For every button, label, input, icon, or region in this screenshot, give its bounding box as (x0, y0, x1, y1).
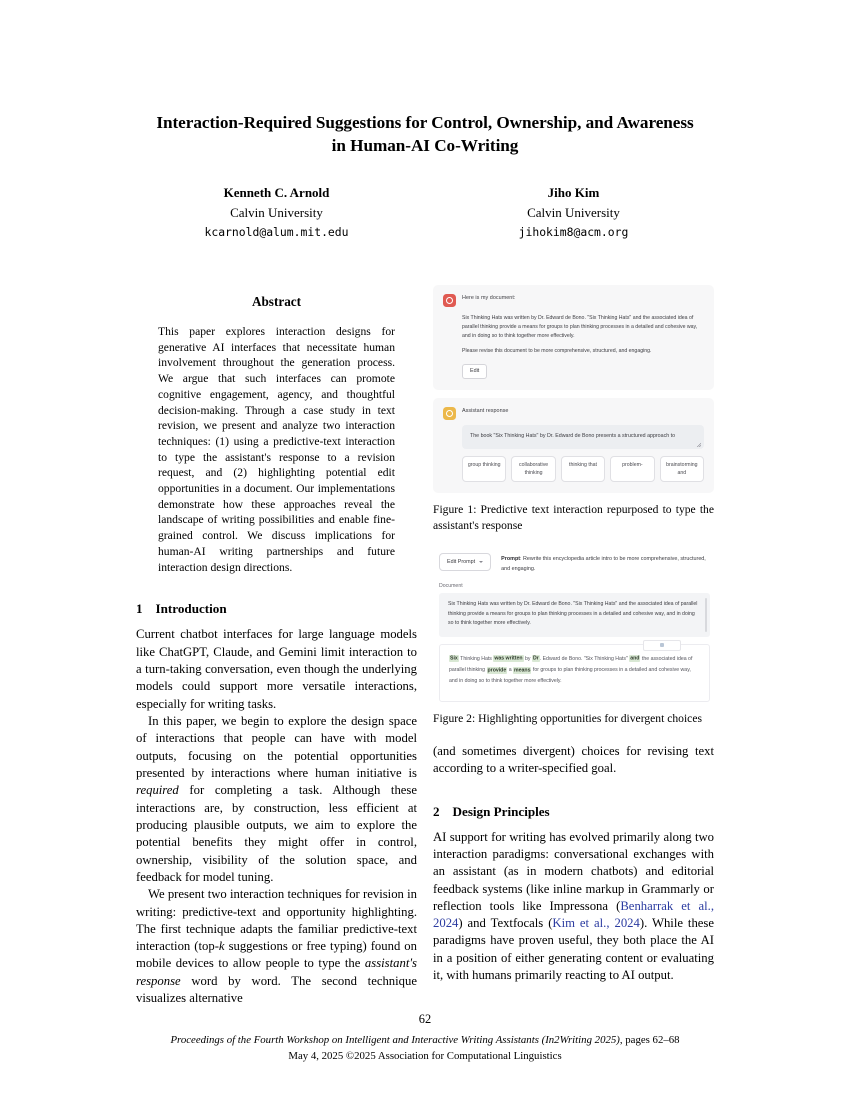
figure1-assistant-row (443, 407, 704, 420)
intro-paragraph-1: Current chatbot interfaces for large language models like ChatGPT, Claude, and Gemini limit interaction to a turn-taking conversation, even though the underlying models could support more versatile interactions, especially for writing tasks. (136, 627, 417, 711)
author-name: Kenneth C. Arnold (223, 185, 330, 200)
figure1-user-request: Please revise this document to be more comprehensive, structured, and engaging. (462, 347, 652, 354)
edit-button[interactable]: Edit (462, 364, 487, 379)
footer-pages: , pages 62–68 (619, 1034, 680, 1046)
figure1-user-paragraph: Six Thinking Hats was written by Dr. Edward de Bono. "Six Thinking Hats" and the associated idea of parallel thinking provide a means for groups to plan thinking processes in a detailed and cohesive way, and in doing so to think together more effectively. (462, 315, 698, 339)
intro-p2-emphasis: required (136, 783, 179, 798)
scrollbar[interactable] (705, 598, 707, 632)
plain-token: . Edward de Bono. "Six Thinking Hats" (539, 655, 630, 662)
left-column (136, 294, 417, 1007)
section-number: 2 (433, 803, 440, 819)
tooltip-marker-icon (660, 643, 664, 647)
suggestion-chip[interactable]: brainstorming and (660, 456, 704, 482)
dp-p1-part-c: ). While these paradigms have proven useful, they both place the AI in a position of either generating content or evaluating it, with humans primarily reacting to AI output. (433, 916, 714, 983)
figure2-card (433, 549, 714, 702)
highlighted-opportunity[interactable]: means (514, 667, 531, 674)
suggestion-chip[interactable]: group thinking (462, 456, 506, 482)
figure1-user-row (443, 294, 704, 307)
highlighted-opportunity[interactable]: Dr (532, 655, 539, 662)
figure-2 (433, 549, 714, 727)
citation-link[interactable]: Benharrak et al., 2024 (433, 898, 714, 931)
author-list (128, 183, 722, 243)
figure1-assistant-label: Assistant response (462, 407, 509, 414)
abstract-heading: Abstract (251, 294, 302, 309)
section-title: Design Principles (452, 803, 550, 819)
plain-token: the associated idea of parallel thinking (449, 655, 693, 674)
resize-handle-icon[interactable] (697, 443, 701, 447)
plain-token: a (507, 667, 514, 674)
chevron-down-icon (479, 561, 483, 563)
plain-token: by (523, 655, 532, 662)
prompt-body: : Rewrite this encyclopedia article intro to be more comprehensive, structured, and engaging. (501, 556, 706, 572)
design-principles-paragraph-1 (433, 829, 714, 985)
design-principles-continuation: (and sometimes divergent) choices for revising text according to a writer-specified goal. (433, 743, 714, 776)
edit-prompt-label: Edit Prompt (447, 559, 476, 566)
highlighted-opportunity[interactable]: and (630, 655, 640, 662)
plain-token: Thinking Hats (458, 655, 494, 662)
assistant-response-textarea[interactable] (462, 425, 704, 449)
author-affiliation: Calvin University (230, 205, 323, 221)
highlighted-opportunity[interactable]: provide (487, 667, 507, 674)
document-text: Six Thinking Hats was written by Dr. Edward de Bono. "Six Thinking Hats" and the associated idea of parallel thinking provide a means for groups to plan thinking processes in a detailed and cohesive way, and in doing so to think together more effectively. (448, 601, 698, 627)
predictive-text-suggestions (462, 456, 704, 482)
author-name: Jiho Kim (547, 185, 600, 200)
page-number: 62 (418, 1012, 432, 1026)
figure1-user-message-card (433, 285, 714, 390)
assistant-avatar-icon (443, 407, 456, 420)
opportunity-tooltip[interactable] (643, 640, 681, 651)
plain-token: for groups to plan thinking processes in a detailed and cohesive way, and in doing so to think together more effectively. (449, 667, 691, 685)
document-textarea[interactable] (439, 593, 710, 637)
page-footer (0, 1032, 850, 1064)
dp-p1-part-a: AI support for writing has evolved primarily along two interaction paradigms: conversational exchanges with an assistant (as in modern chatbots) and editorial feedback systems (like inline markup in Grammarly or reflection tools like Impressona ( (433, 829, 714, 913)
page-title (128, 112, 722, 157)
intro-p3-part-a: We present two interaction techniques for revision in writing: predictive-text and opportunity highlighting. The first technique adapts the familiar predictive-text interaction (top- (136, 887, 417, 954)
figure-1-caption: Figure 1: Predictive text interaction repurposed to type the assistant's response (433, 503, 714, 532)
author-entry (425, 183, 722, 243)
figure-2-caption: Figure 2: Highlighting opportunities for divergent choices (433, 712, 702, 726)
highlighted-opportunity[interactable]: Six (450, 655, 458, 662)
footer-proceedings-line (0, 1032, 850, 1048)
figure1-assistant-card (433, 398, 714, 494)
figure-1 (433, 285, 714, 533)
footer-copyright-line: May 4, 2025 ©2025 Association for Computational Linguistics (288, 1050, 562, 1063)
section-heading-introduction (136, 601, 417, 617)
intro-p3-part-b: suggestions or free typing) found on mobile devices to allow people to type the (136, 939, 417, 971)
highlight-token-stream (449, 655, 692, 684)
figure2-prompt-row (433, 549, 714, 574)
intro-p2-part-b: for completing a task. Although these interactions are, by construction, less efficient at producing plausible outputs, we aim to explore the potential benefits they might offer in control, ownership, visibility of the solution space, and feedback for model tuning. (136, 783, 417, 884)
suggestion-chip[interactable]: problem- (610, 456, 654, 482)
edit-prompt-button[interactable] (439, 553, 491, 571)
paper-title-line-1: Interaction-Required Suggestions for Control, Ownership, and Awareness (156, 113, 694, 132)
section-title: Introduction (155, 601, 227, 617)
dp-p1-part-b: ) and Textfocals ( (458, 916, 553, 931)
assistant-response-text: The book "Six Thinking Hats" by Dr. Edward de Bono presents a structured approach to (470, 432, 676, 439)
author-affiliation: Calvin University (527, 205, 620, 221)
suggestion-chip[interactable]: collaborative thinking (511, 456, 555, 482)
intro-p3-math-k: k (218, 939, 225, 954)
author-entry (128, 183, 425, 243)
highlighted-opportunity[interactable]: was written (494, 655, 523, 662)
highlighted-document[interactable] (439, 644, 710, 703)
intro-p3-part-c: word by word. The second technique visualizes alternative (136, 973, 417, 1006)
paper-title-line-2: in Human-AI Co-Writing (331, 135, 519, 155)
figure2-prompt-text (501, 553, 714, 574)
author-email: jihokim8@acm.org (518, 225, 629, 240)
intro-paragraph-2 (136, 713, 417, 886)
citation-link[interactable]: Kim et al., 2024 (552, 916, 640, 931)
intro-paragraph-3 (136, 886, 417, 1007)
suggestion-chip[interactable]: thinking that (561, 456, 605, 482)
title-block (128, 112, 722, 157)
figure1-user-label: Here is my document: (462, 295, 516, 301)
abstract-text: This paper explores interaction designs for generative AI interfaces that necessitate human involvement throughout the generation process. We argue that such interfaces can promote cognitive engagement, agency, and thoughtful decision-making. Through a case study in text revision, we present and analyze two interaction techniques: (1) using a predictive-text interaction to type the assistant's response to a revision request, and (2) highlighting potential edit opportunities in a document. Our implementations demonstrate how these approaches reveal the landscape of writing possibilities and enable fine-grained control. We discuss implications for human-AI writing partnerships and future interaction design directions. (158, 325, 395, 574)
right-column (433, 285, 714, 984)
section-heading-design-principles (433, 804, 714, 820)
intro-p2-part-a: In this paper, we begin to explore the design space of interactions that people can have with model outputs, focusing on the potential opportunities presented by interactions where human initiative is (136, 713, 417, 780)
prompt-label: Prompt (501, 556, 521, 563)
author-email: kcarnold@alum.mit.edu (204, 225, 349, 240)
footer-proceedings-title: Proceedings of the Fourth Workshop on Intelligent and Interactive Writing Assistants (In2Writing 2025) (170, 1034, 620, 1046)
document-label: Document (439, 583, 463, 590)
intro-p3-emphasis: assistant's response (136, 956, 417, 988)
section-number: 1 (136, 601, 143, 617)
user-avatar-icon (443, 294, 456, 307)
